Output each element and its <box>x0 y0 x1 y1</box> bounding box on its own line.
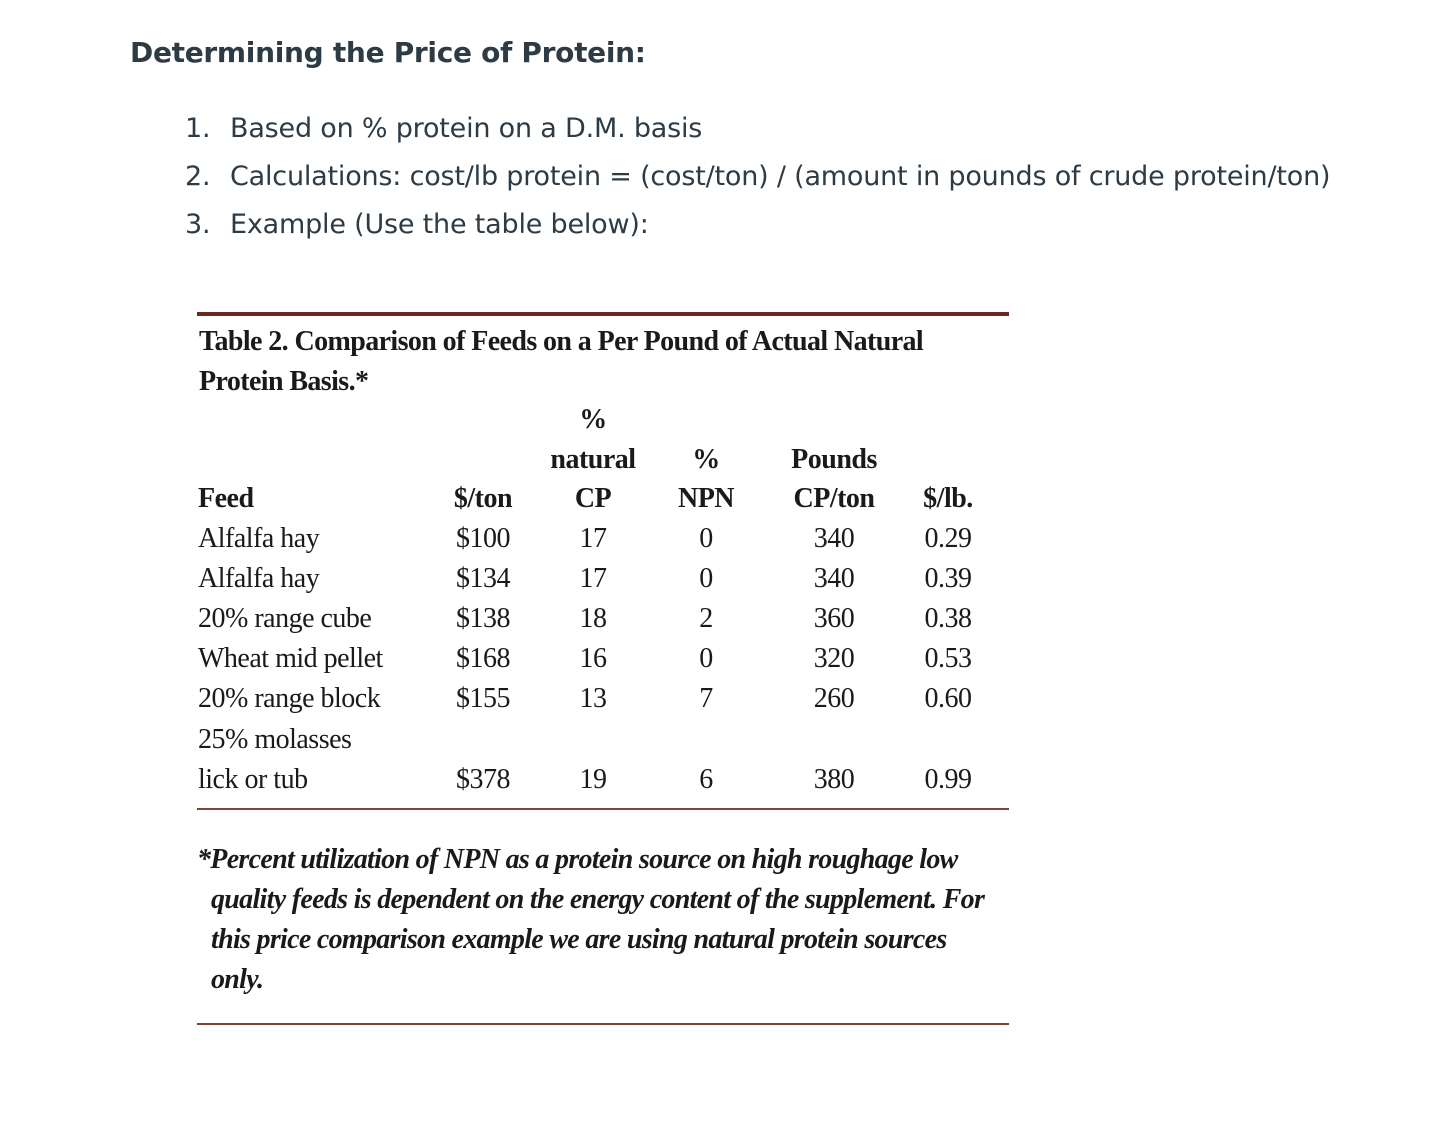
row-perlb: 0.60 <box>924 683 972 714</box>
row-cp: 17 <box>579 523 607 554</box>
row-cp: 17 <box>579 563 607 594</box>
header-feed: Feed <box>198 483 254 514</box>
header-lbs-line2: CP/ton <box>793 483 875 514</box>
row-perlb: 0.38 <box>924 603 972 634</box>
step-item <box>185 156 1330 204</box>
row-lbs: 360 <box>813 603 855 634</box>
row-npn: 0 <box>699 643 713 674</box>
step-item <box>185 204 1330 252</box>
row-price: $168 <box>456 643 510 674</box>
row-cp: 13 <box>579 683 607 714</box>
step-number: 2. <box>185 161 211 192</box>
row-lbs: 340 <box>813 523 855 554</box>
table-divider-rule <box>197 808 1009 810</box>
row-npn: 0 <box>699 523 713 554</box>
header-cp-line3: CP <box>574 483 612 514</box>
row-npn: 2 <box>699 603 713 634</box>
row-npn: 0 <box>699 563 713 594</box>
row-feed: Wheat mid pellet <box>198 643 383 674</box>
row-lbs: 320 <box>813 643 855 674</box>
row-cp: 18 <box>579 603 607 634</box>
row-price: $378 <box>456 764 510 795</box>
row-feed: 25% molasses <box>198 724 352 755</box>
step-text: Calculations: cost/lb protein = (cost/ton) / (amount in pounds of crude protein/ton) <box>230 161 1331 192</box>
header-price: $/ton <box>453 483 513 514</box>
row-price: $100 <box>456 523 510 554</box>
row-lbs: 380 <box>813 764 855 795</box>
row-perlb: 0.99 <box>924 764 972 795</box>
header-npn-line2: NPN <box>677 483 735 514</box>
steps-list <box>185 108 1330 252</box>
row-feed: Alfalfa hay <box>198 563 320 594</box>
row-feed: 20% range cube <box>198 603 372 634</box>
row-feed-line2: lick or tub <box>198 764 308 795</box>
header-npn-line1: % <box>692 444 720 475</box>
row-feed: 20% range block <box>198 683 381 714</box>
step-item <box>185 108 1330 156</box>
table-top-rule <box>197 312 1009 316</box>
row-perlb: 0.53 <box>924 643 972 674</box>
row-perlb: 0.39 <box>924 563 972 594</box>
row-lbs: 340 <box>813 563 855 594</box>
header-cp-line2: natural <box>550 444 636 475</box>
feed-comparison-table-figure <box>197 312 1009 1027</box>
header-cp-line1: % <box>579 404 607 435</box>
table-footnote: *Percent utilization of NPN as a protein source on high roughage low quality feeds is dependent on the energy content of the supplement. For this price comparison example we are using natural protein sources only. <box>197 844 985 995</box>
table-caption: Table 2. Comparison of Feeds on a Per Pound of Actual Natural Protein Basis.* <box>199 326 924 397</box>
row-cp: 19 <box>579 764 607 795</box>
row-npn: 6 <box>699 764 713 795</box>
row-price: $155 <box>456 683 510 714</box>
row-price: $138 <box>456 603 510 634</box>
row-price: $134 <box>456 563 510 594</box>
step-number: 1. <box>185 113 211 144</box>
row-feed: Alfalfa hay <box>198 523 320 554</box>
step-text: Based on % protein on a D.M. basis <box>230 113 703 144</box>
table-bottom-rule <box>197 1023 1009 1025</box>
row-cp: 16 <box>579 643 607 674</box>
row-perlb: 0.29 <box>924 523 972 554</box>
row-lbs: 260 <box>813 683 855 714</box>
header-lbs-line1: Pounds <box>791 444 877 475</box>
header-perlb: $/lb. <box>923 483 973 514</box>
step-number: 3. <box>185 209 211 240</box>
step-text: Example (Use the table below): <box>230 209 649 240</box>
row-npn: 7 <box>699 683 713 714</box>
page-heading: Determining the Price of Protein: <box>130 36 646 69</box>
